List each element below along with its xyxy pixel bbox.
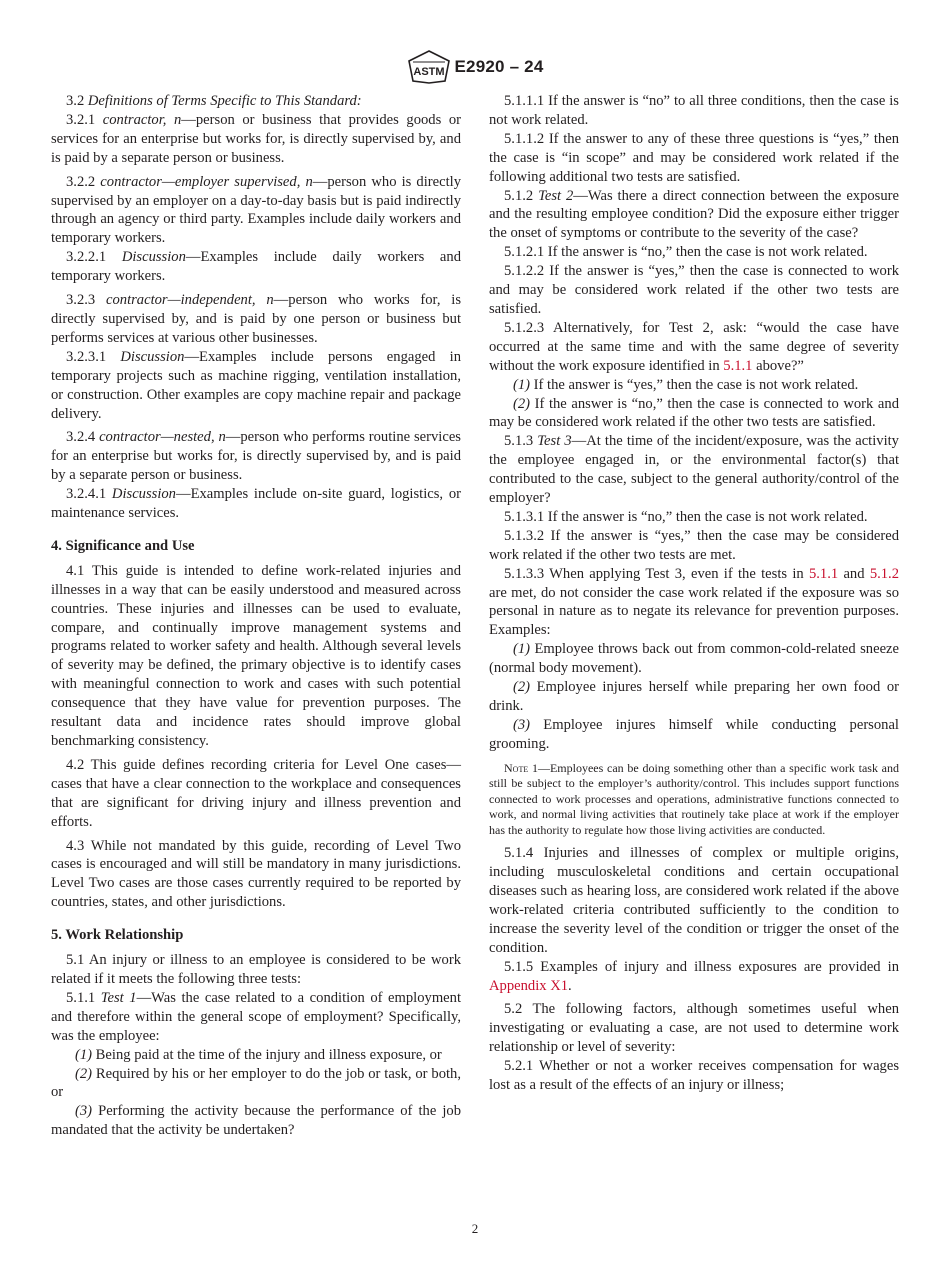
astm-logo-icon — [407, 50, 451, 84]
logo-text: ASTM — [412, 66, 445, 78]
ref-link-5-1-2[interactable]: 5.1.2 — [869, 565, 899, 582]
para-5-1-3-1: 5.1.3.1 If the answer is “no,” then the case is not work related. — [504, 508, 868, 525]
para-5-1-4: 5.1.4 Injuries and illnesses of complex or multiple origins, including musculoskeletal conditions and certain occupational diseases such as hearing loss, are considered work related if the above work-related criteria contributed sufficiently to the condition to increase the severity level of the condition or trigger the onset of the condition. — [489, 845, 899, 956]
para-5-1-1-1: 5.1.1.1 If the answer is “no” to all three conditions, then the case is not work related. — [489, 93, 899, 128]
test3-item-1: (1) Employee throws back out from common-cold-related sneeze (normal body movement). — [489, 641, 899, 677]
ref-link-appendix-x1[interactable]: Appendix X1 — [489, 977, 569, 994]
para-3-2: 3.2 Definitions of Terms Specific to This Standard: — [66, 93, 362, 109]
test1-item-1: (1) Being paid at the time of the injury and illness exposure, or — [75, 1046, 442, 1063]
ref-link-5-1-1[interactable]: 5.1.1 — [723, 357, 753, 374]
para-5-1-3-3: 5.1.3.3 When applying Test 3, even if the tests in 5.1.1 and 5.1.2 are met, do not consider the case work related if the exposure was so personal in nature as to negate its relevance for prevention purposes. Examples: — [489, 565, 899, 639]
para-5-1-3: 5.1.3 Test 3—At the time of the incident/exposure, was the activity the employee engaged in, or the environmental factor(s) that contributed to the case, subject to the general authority/control of the employer? — [489, 433, 899, 507]
para-5-2: 5.2 The following factors, although sometimes useful when investigating or evaluating a case, are not used to determine work relationship or level of severity: — [489, 1001, 899, 1056]
para-4-1: 4.1 This guide is intended to define work-related injuries and illnesses in a way that can be easily understood and measured across countries. These injuries and illnesses can be used to evaluate, compare, and continually improve management systems and programs related to worker safety and health. Although several levels of severity may be defined, the primary objective is to identify cases with meaningful connection to work and cases with such potential consequence that they have value for prevention purposes. The resultant data and incidence rates should improve global benchmarking consistency. — [51, 562, 461, 749]
para-3-2-3: 3.2.3 contractor—independent, n—person who works for, is directly supervised by, and is paid by one person or business but performs services at various other businesses. — [51, 292, 462, 346]
para-5-1-2-1: 5.1.2.1 If the answer is “no,” then the case is not work related. — [504, 244, 868, 261]
ref-link-5-1-1[interactable]: 5.1.1 — [808, 565, 839, 582]
para-5-1-1: 5.1.1 Test 1—Was the case related to a condition of employment and therefore within the general scope of employment? Specifically, was the employee: — [51, 989, 462, 1044]
section-4-heading: 4. Significance and Use — [51, 537, 195, 554]
para-3-2-2-1: 3.2.2.1 Discussion—Examples include daily workers and temporary workers. — [51, 249, 462, 285]
right-column — [489, 92, 899, 1095]
document-id: E2920 – 24 — [454, 57, 544, 76]
para-5-1-2-3: 5.1.2.3 Alternatively, for Test 2, ask: “would the case have occurred at the same time and with the same degree of severity without the work exposure identified in 5.1.1 above?” — [489, 319, 899, 374]
para-3-2-4: 3.2.4 contractor—nested, n—person who performs routine services for an enterprise but works for, is directly supervised by, and is paid by a separate person or business. — [51, 429, 461, 484]
section-5-heading: 5. Work Relationship — [51, 927, 184, 944]
test1-item-3: (3) Performing the activity because the performance of the job mandated that the activity be undertaken? — [51, 1103, 461, 1139]
para-3-2-3-1: 3.2.3.1 Discussion—Examples include persons engaged in temporary projects such as machine rigging, ventilation installation, or construction. Other examples are copy machine repair and package delivery. — [51, 348, 462, 422]
page-header — [0, 50, 950, 84]
test3-item-2: (2) Employee injures herself while preparing her own food or drink. — [489, 679, 899, 714]
para-4-3: 4.3 While not mandated by this guide, recording of Level Two cases is encouraged and will still be mandatory in many jurisdictions. Level Two cases are those cases currently required to be reported by countries, states, and other jurisdictions. — [51, 837, 461, 911]
para-5-1-1-2: 5.1.1.2 If the answer to any of these three questions is “yes,” then the case is “in scope” and may be considered work related if the following additional two tests are satisfied. — [489, 130, 899, 185]
left-column — [51, 92, 461, 1140]
test2-item-2: (2) If the answer is “no,” then the case is connected to work and may be considered work related if the other two tests are satisfied. — [489, 395, 899, 431]
para-4-2: 4.2 This guide defines recording criteria for Level One cases—cases that have a clear connection to the workplace and consequences that are significant for driving injury and illness prevention and efforts. — [51, 756, 461, 830]
para-3-2-2: 3.2.2 contractor—employer supervised, n—person who is directly supervised by an employer on a day-to-day basis but is paid indirectly through an agency or third party. Examples include daily workers and temporary workers. — [51, 173, 461, 247]
para-5-2-1: 5.2.1 Whether or not a worker receives compensation for wages lost as a result of the effects of an injury or illness; — [489, 1058, 899, 1094]
para-5-1-3-2: 5.1.3.2 If the answer is “yes,” then the case may be considered work related if the other two tests are met. — [489, 527, 899, 563]
para-5-1-5: 5.1.5 Examples of injury and illness exposures are provided in Appendix X1. — [489, 958, 899, 994]
test3-item-3: (3) Employee injures himself while conducting personal grooming. — [489, 716, 899, 752]
para-3-2-1: 3.2.1 contractor, n—person or business that provides goods or services for an enterprise but works for, is directly supervised by, and is paid by a separate person or business. — [51, 111, 461, 166]
para-3-2-4-1: 3.2.4.1 Discussion—Examples include on-site guard, logistics, or maintenance services. — [51, 486, 462, 522]
test1-item-2: (2) Required by his or her employer to do the job or task, or both, or — [51, 1065, 461, 1101]
para-5-1-2-2: 5.1.2.2 If the answer is “yes,” then the case is connected to work and may be considered work related if the other two tests are satisfied. — [489, 263, 899, 317]
para-5-1: 5.1 An injury or illness to an employee is considered to be work related if it meets the following three tests: — [51, 952, 461, 987]
note-1: Note 1—Employees can be doing something other than a specific work task and still be subject to the employer’s authority/control. This includes support functions connected to work processes and operations, administrative functions connected to work, and normal living activities that routinely take place at work if the employer has the authority to regulate how those living activities are conducted. — [489, 760, 900, 837]
test2-item-1: (1) If the answer is “yes,” then the case is not work related. — [513, 376, 859, 393]
page-number: 2 — [471, 1221, 479, 1236]
para-5-1-2: 5.1.2 Test 2—Was there a direct connection between the exposure and the resulting employee condition? Did the exposure either trigger the onset of symptoms or contribute to the severity of the case? — [489, 187, 899, 242]
